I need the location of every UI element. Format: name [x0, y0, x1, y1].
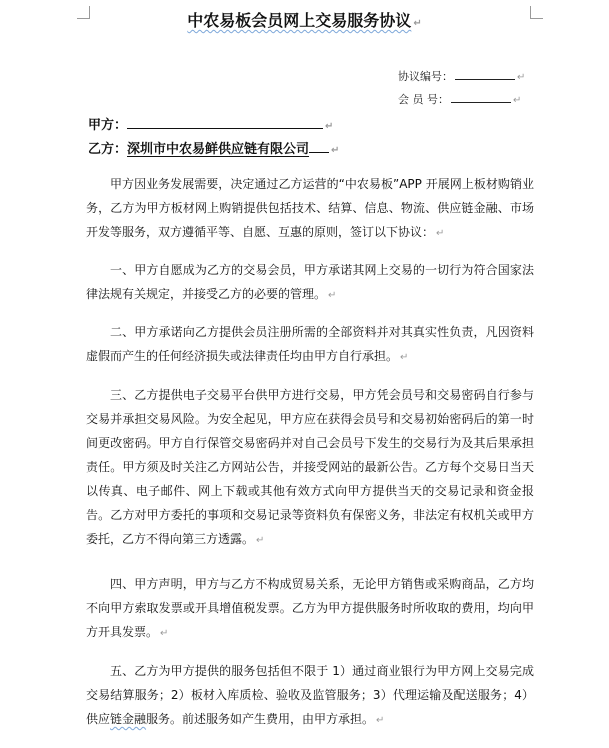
paragraph-mark: ↵	[328, 290, 337, 301]
clause-1-text: 一、甲方自愿成为乙方的交易会员，甲方承诺其网上交易的一切行为符合国家法律法规有关规定，并接受乙方的必要的管理。	[86, 263, 534, 301]
paragraph-mark: ↵	[400, 352, 409, 363]
clause-5-text-start: 五、乙方为甲方提供的服务包括但不限于 1）通过商业银行为甲方网上交易完成交易结算服务；2）板材入库质检、验收及监管服务；3）代理运输及配送服务；4）供应	[86, 664, 534, 726]
party-a-blank[interactable]	[127, 116, 323, 129]
clause-1-paragraph	[86, 258, 534, 308]
party-a-label: 甲方：	[88, 118, 128, 133]
party-b-label: 乙方：	[88, 142, 128, 157]
member-number-blank[interactable]	[451, 92, 511, 103]
clause-2-text: 二、甲方承诺向乙方提供会员注册所需的全部资料并对其真实性负责，凡因资料虚假而产生的任何经济损失或法律责任均由甲方自行承担。	[86, 325, 534, 363]
clause-3-paragraph	[86, 383, 534, 553]
clause-2-paragraph	[86, 320, 534, 370]
paragraph-mark: ↵	[376, 715, 385, 726]
clause-5-paragraph	[86, 659, 534, 733]
paragraph-mark: ↵	[325, 121, 334, 132]
title-text: 中农易板会员网上交易服务协议	[187, 11, 412, 30]
party-b-row	[88, 138, 339, 157]
agreement-number-blank[interactable]	[455, 69, 515, 80]
agreement-number-label: 协议编号：	[398, 70, 453, 83]
clause-4-text: 四、甲方声明，甲方与乙方不构成贸易关系，无论甲方销售或采购商品，乙方均不向甲方索取发票或开具增值税发票。乙方为甲方提供服务时所收取的费用，均向甲方开具发票。	[86, 577, 534, 639]
party-b-underline-tail	[309, 140, 329, 153]
paragraph-mark: ↵	[413, 18, 422, 29]
paragraph-mark: ↵	[256, 535, 265, 546]
party-b-name: 深圳市中农易鲜供应链有限公司	[127, 142, 310, 157]
paragraph-mark: ↵	[160, 628, 169, 639]
clause-5-spellcheck-word: 链金融	[110, 712, 147, 726]
intro-text: 甲方因业务发展需要，决定通过乙方运营的“中农易板”APP 开展网上板材购销业务，乙方为甲方板材网上购销提供包括技术、结算、信息、物流、供应链金融、市场开发等服务，双方遵循平等、自愿、互惠的原则，签订以下协议：	[86, 177, 534, 239]
clause-3-text: 三、乙方提供电子交易平台供甲方进行交易，甲方凭会员号和交易密码自行参与交易并承担交易风险。为安全起见，甲方应在获得会员号和交易初始密码后的第一时间更改密码。甲方自行保管交易密码并对自己会员号下发生的交易行为及其后果承担责任。甲方须及时关注乙方网站公告，并接受网站的最新公告。乙方每个交易日当天以传真、电子邮件、网上下载或其他有效方式向甲方提供当天的交易记录和资金报告。乙方对甲方委托的事项和交易记录等资料负有保密义务，非法定有权机关或甲方委托，乙方不得向第三方透露。	[86, 388, 534, 546]
paragraph-mark: ↵	[436, 228, 445, 239]
paragraph-mark: ↵	[517, 72, 526, 83]
paragraph-mark: ↵	[331, 145, 340, 156]
member-number-row	[398, 91, 521, 107]
clause-4-paragraph	[86, 572, 534, 646]
agreement-number-row	[398, 68, 525, 84]
clause-5-text-end: 服务。前述服务如产生费用，由甲方承担。	[146, 712, 375, 726]
intro-paragraph	[86, 172, 534, 246]
paragraph-mark: ↵	[513, 95, 522, 106]
document-title	[0, 8, 609, 31]
party-a-row	[88, 114, 333, 133]
member-number-label: 会 员 号：	[398, 93, 449, 106]
